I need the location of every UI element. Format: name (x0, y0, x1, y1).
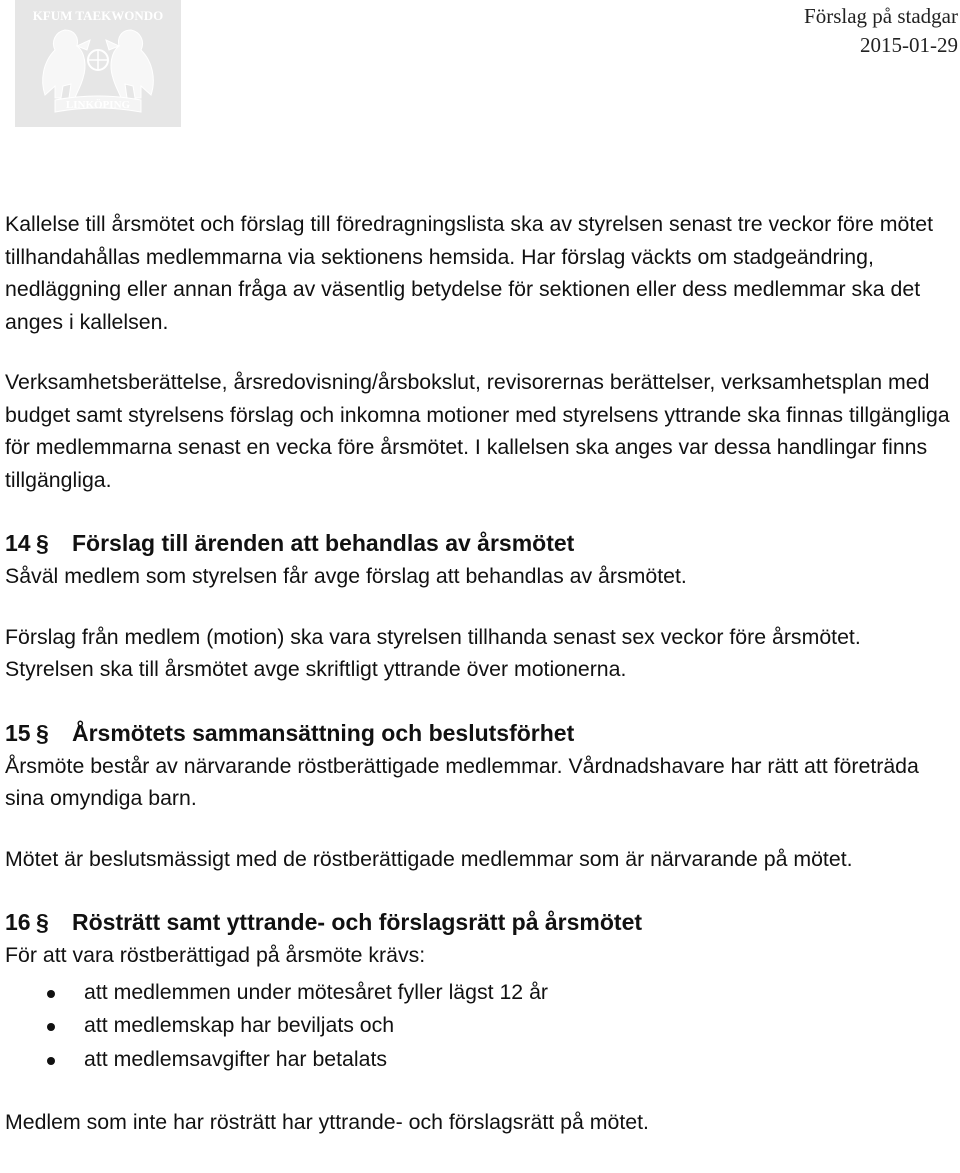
header-title: Förslag på stadgar (804, 4, 958, 28)
list-item (5, 1043, 955, 1077)
section-number: 16 (5, 909, 31, 935)
list-item-text: att medlemskap har beviljats och (84, 1013, 395, 1037)
section-14-paragraph-2: Förslag från medlem (motion) ska vara styrelsen tillhanda senast sex veckor före årsmötet. Styrelsen ska till årsmötet avge skriftligt yttrande över motionerna. (5, 624, 861, 681)
svg-text:LINKÖPING: LINKÖPING (65, 99, 131, 111)
bullet-icon (47, 1057, 55, 1065)
header-date: 2015-01-29 (860, 33, 958, 57)
club-logo (15, 0, 181, 127)
list-item-text: att medlemsavgifter har betalats (84, 1046, 388, 1071)
section-title: Årsmötets sammansättning och beslutsförhet (72, 719, 575, 746)
lion-crest-icon (15, 0, 181, 127)
requirements-list (5, 976, 955, 1077)
intro-paragraph-2: Verksamhetsberättelse, årsredovisning/årsbokslut, revisorernas berättelser, verksamhetsplan med budget samt styrelsens förslag och inkomna motioner med styrelsens yttrande ska finnas tillgängliga för medlemmarna senast en vecka före årsmötet. I kallelsen ska anges var dessa handlingar finns tillgängliga. (5, 370, 950, 492)
section-16-heading (5, 905, 955, 939)
svg-text:KFUM TAEKWONDO: KFUM TAEKWONDO (32, 8, 164, 23)
section-15-paragraph-2: Mötet är beslutsmässigt med de röstberättigade medlemmar som är närvarande på mötet. (5, 846, 853, 871)
section-symbol: § (36, 719, 49, 746)
section-15-paragraph-1: Årsmöte består av närvarande röstberättigade medlemmar. Vårdnadshavare har rätt att företräda sina omyndiga barn. (5, 753, 919, 810)
section-symbol: § (36, 530, 49, 556)
bullet-icon (47, 1023, 55, 1031)
section-16-paragraph-1: För att vara röstberättigad på årsmöte krävs: (5, 943, 426, 967)
section-15-heading (5, 716, 955, 750)
section-title: Rösträtt samt yttrande- och förslagsrätt på årsmötet (72, 909, 643, 935)
list-item (5, 1009, 955, 1043)
bullet-icon (47, 990, 55, 998)
list-item-text: att medlemmen under mötesåret fyller lägst 12 år (84, 979, 549, 1004)
section-14-paragraph-1: Såväl medlem som styrelsen får avge förslag att behandlas av årsmötet. (5, 564, 687, 588)
document-body (5, 208, 955, 1139)
list-item (5, 976, 955, 1010)
section-title: Förslag till ärenden att behandlas av årsmötet (72, 530, 575, 556)
intro-paragraph-1: Kallelse till årsmötet och förslag till föredragningslista ska av styrelsen senast tre veckor före mötet tillhandahållas medlemmarna via sektionens hemsida. Har förslag väckts om stadgeändring, nedläggning eller annan fråga av väsentlig betydelse för sektionen eller dess medlemmar ska det anges i kallelsen. (5, 212, 933, 334)
section-14-heading (5, 526, 955, 560)
section-number: 15 (5, 719, 31, 746)
section-number: 14 (5, 530, 31, 556)
section-symbol: § (36, 909, 49, 935)
section-16-paragraph-2: Medlem som inte har rösträtt har yttrande- och förslagsrätt på mötet. (5, 1110, 649, 1134)
